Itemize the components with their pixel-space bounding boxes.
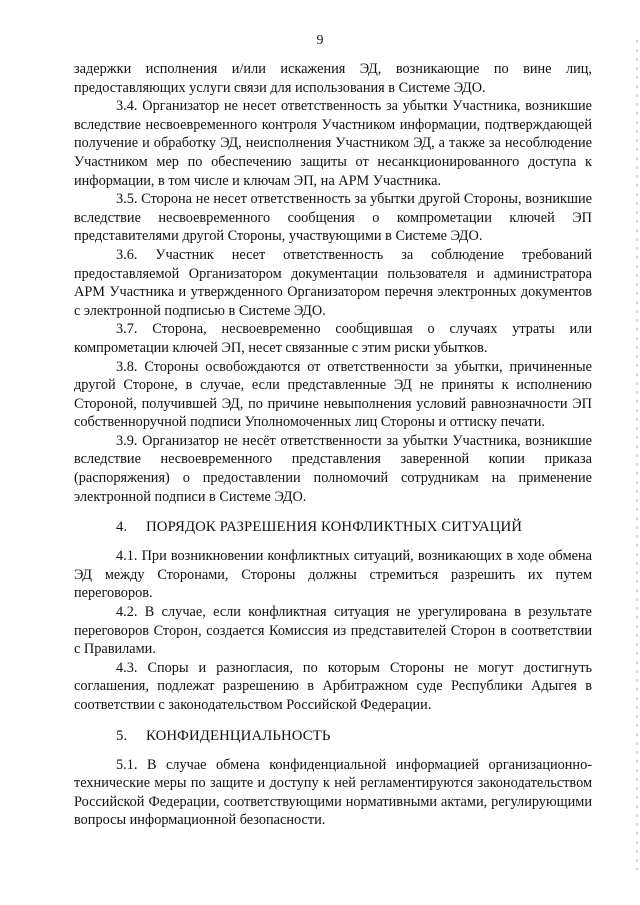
paragraph-3-8: 3.8. Стороны освобождаются от ответственности за убытки, причиненные другой Стороне, в случае, если представленные ЭД не приняты к исполнению Стороной, получившей ЭД, по причине невыполнения условий равнозначности ЭП собственноручной подписи Уполномоченных лиц Стороны и оттиску печати. [74,358,592,431]
paragraph-4-2: 4.2. В случае, если конфликтная ситуация не урегулирована в результате переговоров Сторон, создается Комиссия из представителей Сторон в соответствии с Правилами. [74,604,592,658]
paragraph-3-7: 3.7. Сторона, несвоевременно сообщившая о случаях утраты или компрометации ключей ЭП, несет связанные с этим риски убытков. [74,321,592,356]
document-body [74,60,592,830]
scan-edge-mark [636,40,638,870]
section-5-title: КОНФИДЕНЦИАЛЬНОСТЬ [146,727,331,744]
section-5-number: 5. [116,727,128,744]
paragraph-3-4: 3.4. Организатор не несет ответственность за убытки Участника, возникшие вследствие несвоевременного контроля Участником информации, подтверждающей получение и обработку ЭД, неисполнения Участником ЭД, а также за несоблюдение Участником мер по обеспечению защиты от несанкционированного доступа к информации, в том числе и ключам ЭП, на АРМ Участника. [74,98,592,189]
section-4-heading [74,518,592,537]
paragraph-3-5: 3.5. Сторона не несет ответственность за убытки другой Стороны, возникшие вследствие несвоевременного сообщения о компрометации ключей ЭП представителями другой Стороны, участвующими в Системе ЭДО. [74,191,592,245]
paragraph-4-1: 4.1. При возникновении конфликтных ситуаций, возникающих в ходе обмена ЭД между Сторонами, Стороны должны стремиться разрешить их путем переговоров. [74,548,592,602]
paragraph-4-3: 4.3. Споры и разногласия, по которым Стороны не могут достигнуть соглашения, подлежат разрешению в Арбитражном суде Республики Адыгея в соответствии с законодательством Российской Федерации. [74,659,592,713]
paragraph-3-3-continuation: задержки исполнения и/или искажения ЭД, возникающие по вине лиц, предоставляющих услуги связи для использования в Системе ЭДО. [74,61,592,96]
paragraph-3-9: 3.9. Организатор не несёт ответственности за убытки Участника, возникшие вследствие несвоевременного представления заверенной копии приказа (распоряжения) о предоставлении полномочий сотрудникам на применение электронной подписи в Системе ЭДО. [74,432,592,505]
section-5-heading [74,727,592,746]
page-number: 9 [316,33,324,48]
section-4-title: ПОРЯДОК РАЗРЕШЕНИЯ КОНФЛИКТНЫХ СИТУАЦИЙ [146,519,523,536]
section-4-number: 4. [116,519,128,536]
paragraph-3-6: 3.6. Участник несет ответственность за соблюдение требований предоставляемой Организатором документации пользователя и администратора АРМ Участника и утвержденного Организатором перечня электронных документов с электронной подписью в Системе ЭДО. [74,246,592,319]
paragraph-5-1: 5.1. В случае обмена конфиденциальной информацией организационно-технические меры по защите и доступу к ней регламентируются законодательством Российской Федерации, соответствующими нормативными актами, регулирующими вопросы информационной безопасности. [74,756,592,829]
